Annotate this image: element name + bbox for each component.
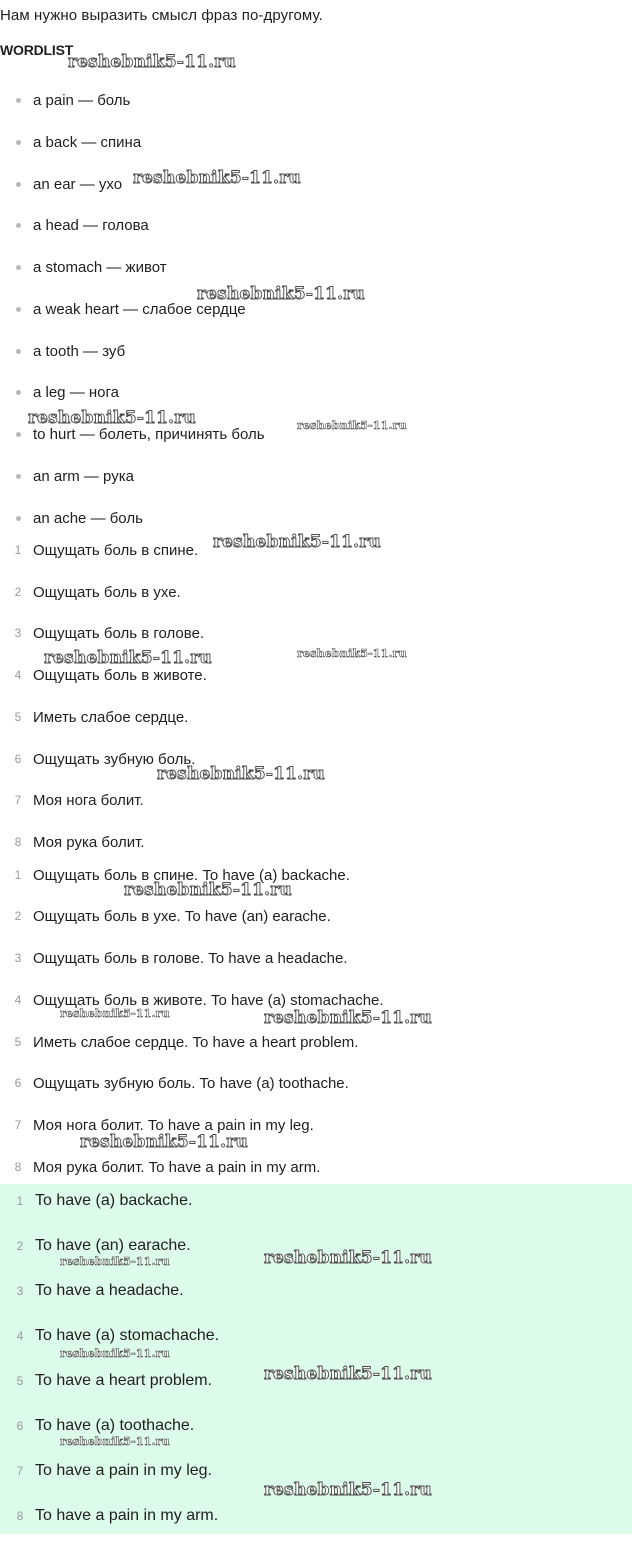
answer-text: To have a headache. <box>35 1282 184 1299</box>
bullet-icon <box>16 349 21 354</box>
wordlist-item <box>0 381 119 403</box>
item-number: 2 <box>16 1239 24 1253</box>
task-item <box>0 706 188 728</box>
answer-item <box>0 1504 218 1528</box>
watermark: reshebnik5-11.ru <box>213 532 381 552</box>
solution-text: Моя нога болит. To have a pain in my leg. <box>33 1116 314 1134</box>
watermark: reshebnik5-11.ru <box>60 1435 170 1448</box>
item-number: 8 <box>16 1509 24 1523</box>
item-number: 1 <box>14 868 22 882</box>
item-number: 8 <box>14 1160 22 1174</box>
task-item <box>0 831 144 853</box>
solution-item <box>0 905 331 927</box>
wordlist-item-text: a tooth — зуб <box>33 342 126 360</box>
answer-text: To have (a) toothache. <box>35 1417 195 1434</box>
item-number: 6 <box>14 752 22 766</box>
bullet-icon <box>16 516 21 521</box>
wordlist-item-text: an ache — боль <box>33 509 143 527</box>
watermark: reshebnik5-11.ru <box>28 408 196 428</box>
item-number: 1 <box>14 543 22 557</box>
solution-item <box>0 947 348 969</box>
solution-text: Ощущать боль в спине. To have (a) backache. <box>33 866 350 884</box>
answer-text: To have (a) stomachache. <box>35 1327 220 1344</box>
wordlist-item-text: to hurt — болеть, причинять боль <box>33 425 265 443</box>
watermark: reshebnik5-11.ru <box>197 284 365 304</box>
wordlist-item <box>0 256 167 278</box>
watermark: reshebnik5-11.ru <box>297 647 407 660</box>
watermark: reshebnik5-11.ru <box>264 1008 432 1028</box>
solution-text: Иметь слабое сердце. To have a heart problem. <box>33 1033 359 1051</box>
wordlist-item-text: an ear — ухо <box>33 175 123 193</box>
task-item <box>0 789 144 811</box>
solution-item <box>0 1072 349 1094</box>
task-text: Иметь слабое сердце. <box>33 708 189 726</box>
watermark: reshebnik5-11.ru <box>44 648 212 668</box>
answer-text: To have (a) backache. <box>35 1192 193 1209</box>
wordlist-item-text: a weak heart — слабое сердце <box>33 300 246 318</box>
bullet-icon <box>16 223 21 228</box>
watermark: reshebnik5-11.ru <box>60 1255 170 1268</box>
item-number: 4 <box>16 1329 24 1343</box>
wordlist-item-text: a pain — боль <box>33 91 131 109</box>
watermark: reshebnik5-11.ru <box>68 52 236 72</box>
bullet-icon <box>16 182 21 187</box>
task-text: Ощущать зубную боль. <box>33 750 196 768</box>
bullet-icon <box>16 98 21 103</box>
solution-item <box>0 1031 358 1053</box>
watermark: reshebnik5-11.ru <box>297 419 407 432</box>
answer-item <box>0 1459 212 1483</box>
wordlist-item <box>0 465 134 487</box>
bullet-icon <box>16 390 21 395</box>
item-number: 7 <box>16 1464 24 1478</box>
answer-text: To have a pain in my leg. <box>35 1462 212 1479</box>
solution-text: Ощущать зубную боль. To have (a) toothache. <box>33 1074 349 1092</box>
wordlist-item-text: a stomach — живот <box>33 258 167 276</box>
wordlist-item <box>0 214 149 236</box>
solution-item <box>0 1156 320 1178</box>
item-number: 3 <box>16 1284 24 1298</box>
task-text: Моя нога болит. <box>33 791 144 809</box>
answer-text: To have (an) earache. <box>35 1237 191 1254</box>
item-number: 4 <box>14 993 22 1007</box>
answer-item <box>0 1369 212 1393</box>
watermark: reshebnik5-11.ru <box>264 1480 432 1500</box>
task-text: Моя рука болит. <box>33 833 145 851</box>
answer-item <box>0 1279 184 1303</box>
watermark: reshebnik5-11.ru <box>124 880 292 900</box>
bullet-icon <box>16 265 21 270</box>
watermark: reshebnik5-11.ru <box>80 1132 248 1152</box>
bullet-icon <box>16 474 21 479</box>
bullet-icon <box>16 432 21 437</box>
item-number: 2 <box>14 909 22 923</box>
task-text: Ощущать боль в ухе. <box>33 583 181 601</box>
item-number: 6 <box>14 1076 22 1090</box>
item-number: 6 <box>16 1419 24 1433</box>
solution-text: Ощущать боль в голове. To have a headache. <box>33 949 348 967</box>
wordlist-item <box>0 131 141 153</box>
item-number: 5 <box>14 1035 22 1049</box>
wordlist-item <box>0 89 130 111</box>
item-number: 3 <box>14 626 22 640</box>
answer-text: To have a heart problem. <box>35 1372 212 1389</box>
wordlist-item-text: a head — голова <box>33 216 149 234</box>
item-number: 8 <box>14 835 22 849</box>
watermark: reshebnik5-11.ru <box>157 764 325 784</box>
item-number: 7 <box>14 1118 22 1132</box>
wordlist-item <box>0 173 122 195</box>
watermark: reshebnik5-11.ru <box>60 1007 170 1020</box>
watermark: reshebnik5-11.ru <box>133 168 301 188</box>
item-number: 4 <box>14 668 22 682</box>
task-item <box>0 581 181 603</box>
wordlist-item <box>0 507 143 529</box>
answer-item <box>0 1324 219 1348</box>
item-number: 3 <box>14 951 22 965</box>
intro-text: Нам нужно выразить смысл фраз по-другому. <box>0 7 323 24</box>
task-text: Ощущать боль в животе. <box>33 666 207 684</box>
wordlist-heading: WORDLIST <box>0 42 74 58</box>
watermark: reshebnik5-11.ru <box>60 1347 170 1360</box>
bullet-icon <box>16 140 21 145</box>
item-number: 7 <box>14 793 22 807</box>
wordlist-item <box>0 340 125 362</box>
bullet-icon <box>16 307 21 312</box>
task-item <box>0 539 198 561</box>
solution-text: Ощущать боль в ухе. To have (an) earache. <box>33 907 331 925</box>
task-item <box>0 622 204 644</box>
wordlist-item-text: a leg — нога <box>33 383 119 401</box>
answer-text: To have a pain in my arm. <box>35 1507 219 1524</box>
task-text: Ощущать боль в голове. <box>33 624 205 642</box>
item-number: 2 <box>14 585 22 599</box>
solution-text: Ощущать боль в животе. To have (a) stomachache. <box>33 991 384 1009</box>
wordlist-item-text: an arm — рука <box>33 467 134 485</box>
item-number: 5 <box>14 710 22 724</box>
solution-text: Моя рука болит. To have a pain in my arm. <box>33 1158 321 1176</box>
watermark: reshebnik5-11.ru <box>264 1364 432 1384</box>
wordlist-item-text: a back — спина <box>33 133 142 151</box>
answer-item <box>0 1189 192 1213</box>
item-number: 5 <box>16 1374 24 1388</box>
watermark: reshebnik5-11.ru <box>264 1248 432 1268</box>
task-text: Ощущать боль в спине. <box>33 541 199 559</box>
item-number: 1 <box>16 1194 24 1208</box>
